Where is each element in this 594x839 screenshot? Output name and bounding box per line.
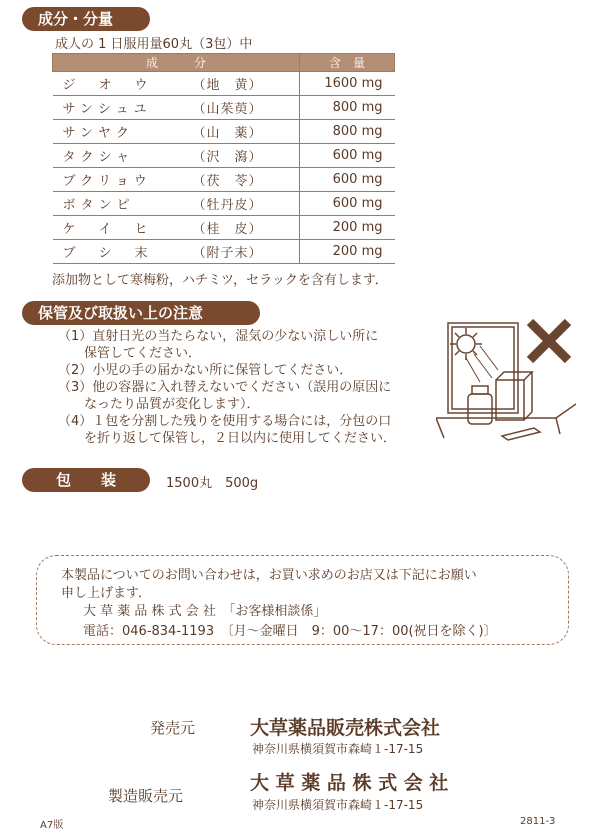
sunlight-warning-illustration (436, 318, 576, 450)
ingredient-kanji: （牡丹皮） (192, 198, 263, 213)
ingredient-kanji: （山 薬） (192, 126, 263, 141)
ingredient-katakana: サンヤク (62, 126, 134, 141)
ingredient-amount: 600 mg (300, 192, 395, 216)
storage-list (58, 328, 396, 447)
table-row (53, 72, 395, 96)
medicine-box (496, 380, 524, 420)
contact-box (36, 555, 569, 645)
table-row (53, 120, 395, 144)
ingredient-kanji: （沢 瀉） (192, 150, 263, 165)
caution-line: 保管してください． (58, 346, 202, 361)
ingredient-kanji: （桂 皮） (192, 222, 263, 237)
ingredient-katakana: ボタンピ (62, 198, 135, 213)
table-row (53, 240, 395, 264)
seller-label: 発売元 (150, 719, 196, 737)
ingredient-katakana: ブ シ 末 (62, 246, 153, 261)
ingredients-heading: 成分・分量 (22, 7, 150, 31)
ingredient-katakana: ブクリョウ (62, 174, 152, 189)
ingredient-amount: 200 mg (300, 240, 395, 264)
ingredient-name (53, 144, 300, 168)
table-row (53, 192, 395, 216)
maker-name: 大 草 薬 品 株 式 会 社 (250, 772, 449, 794)
ingredient-name (53, 72, 300, 96)
maker-label: 製造販売元 (108, 787, 184, 805)
contact-line-1: 本製品についてのお問い合わせは，お買い求めのお店又は下記にお願い (61, 568, 477, 583)
ingredient-amount: 200 mg (300, 216, 395, 240)
caution-line: （2）小児の手の届かない所に保管してください． (58, 363, 353, 378)
sun-icon (457, 335, 475, 353)
table-row (53, 144, 395, 168)
additives-note: 添加物として寒梅粉，ハチミツ，セラックを含有します． (52, 273, 388, 288)
footer-left: A7版 (40, 820, 64, 831)
ingredient-kanji: （茯 苓） (192, 174, 263, 189)
ingredient-name (53, 240, 300, 264)
ingredient-katakana: サンシュユ (62, 102, 152, 117)
maker-address: 神奈川県横須賀市森崎１-17-15 (252, 798, 424, 812)
caution-line: （3）他の容器に入れ替えないでください（誤用の原因に (58, 380, 392, 395)
ingredient-kanji: （山茱萸） (192, 102, 263, 117)
seller-address: 神奈川県横須賀市森崎１-17-15 (252, 742, 424, 756)
ingredient-amount: 800 mg (300, 96, 395, 120)
cross-mark-icon (530, 322, 568, 360)
ingredients-table (52, 53, 395, 264)
table-header-amount: 含 量 (300, 54, 395, 72)
caution-line: なったり品質が変化します）． (58, 397, 260, 412)
table-row (53, 168, 395, 192)
caution-line: （4）１包を分割した残りを使用する場合には，分包の口 (58, 414, 392, 429)
ingredient-kanji: （附子末） (192, 246, 263, 261)
ingredient-name (53, 168, 300, 192)
seller-name: 大草薬品販売株式会社 (250, 717, 441, 739)
ingredient-katakana: ケ イ ヒ (62, 222, 153, 237)
ingredient-katakana: ジ オ ウ (62, 78, 153, 93)
caution-line: （1）直射日光の当たらない，湿気の少ない涼しい所に (58, 329, 379, 344)
caution-line: を折り返して保管し，２日以内に使用してください． (58, 431, 397, 446)
ingredient-katakana: タクシャ (62, 150, 135, 165)
package-value: 1500丸 500g (166, 476, 259, 491)
ingredient-kanji: （地 黄） (192, 78, 263, 93)
contact-line-2: 申し上げます． (61, 586, 151, 601)
storage-heading: 保管及び取扱い上の注意 (22, 301, 260, 325)
table-header-name: 成 分 (53, 54, 300, 72)
contact-phone: 電話：046-834-1193 〔月〜金曜日 9：00〜17：00(祝日を除く)〕 (83, 624, 497, 639)
package-heading: 包 装 (22, 468, 150, 492)
ingredients-subtitle: 成人の 1 日服用量60丸（3包）中 (55, 37, 253, 52)
table-row (53, 216, 395, 240)
ingredient-amount: 800 mg (300, 120, 395, 144)
ingredient-name (53, 96, 300, 120)
table-row (53, 96, 395, 120)
ingredient-name (53, 192, 300, 216)
contact-company: 大 草 薬 品 株 式 会 社 「お客様相談係」 (83, 604, 327, 619)
ingredient-amount: 1600 mg (300, 72, 395, 96)
footer-right: 2811-3 (520, 816, 556, 827)
ingredient-name (53, 216, 300, 240)
ingredient-amount: 600 mg (300, 168, 395, 192)
ingredient-amount: 600 mg (300, 144, 395, 168)
ingredient-name (53, 120, 300, 144)
